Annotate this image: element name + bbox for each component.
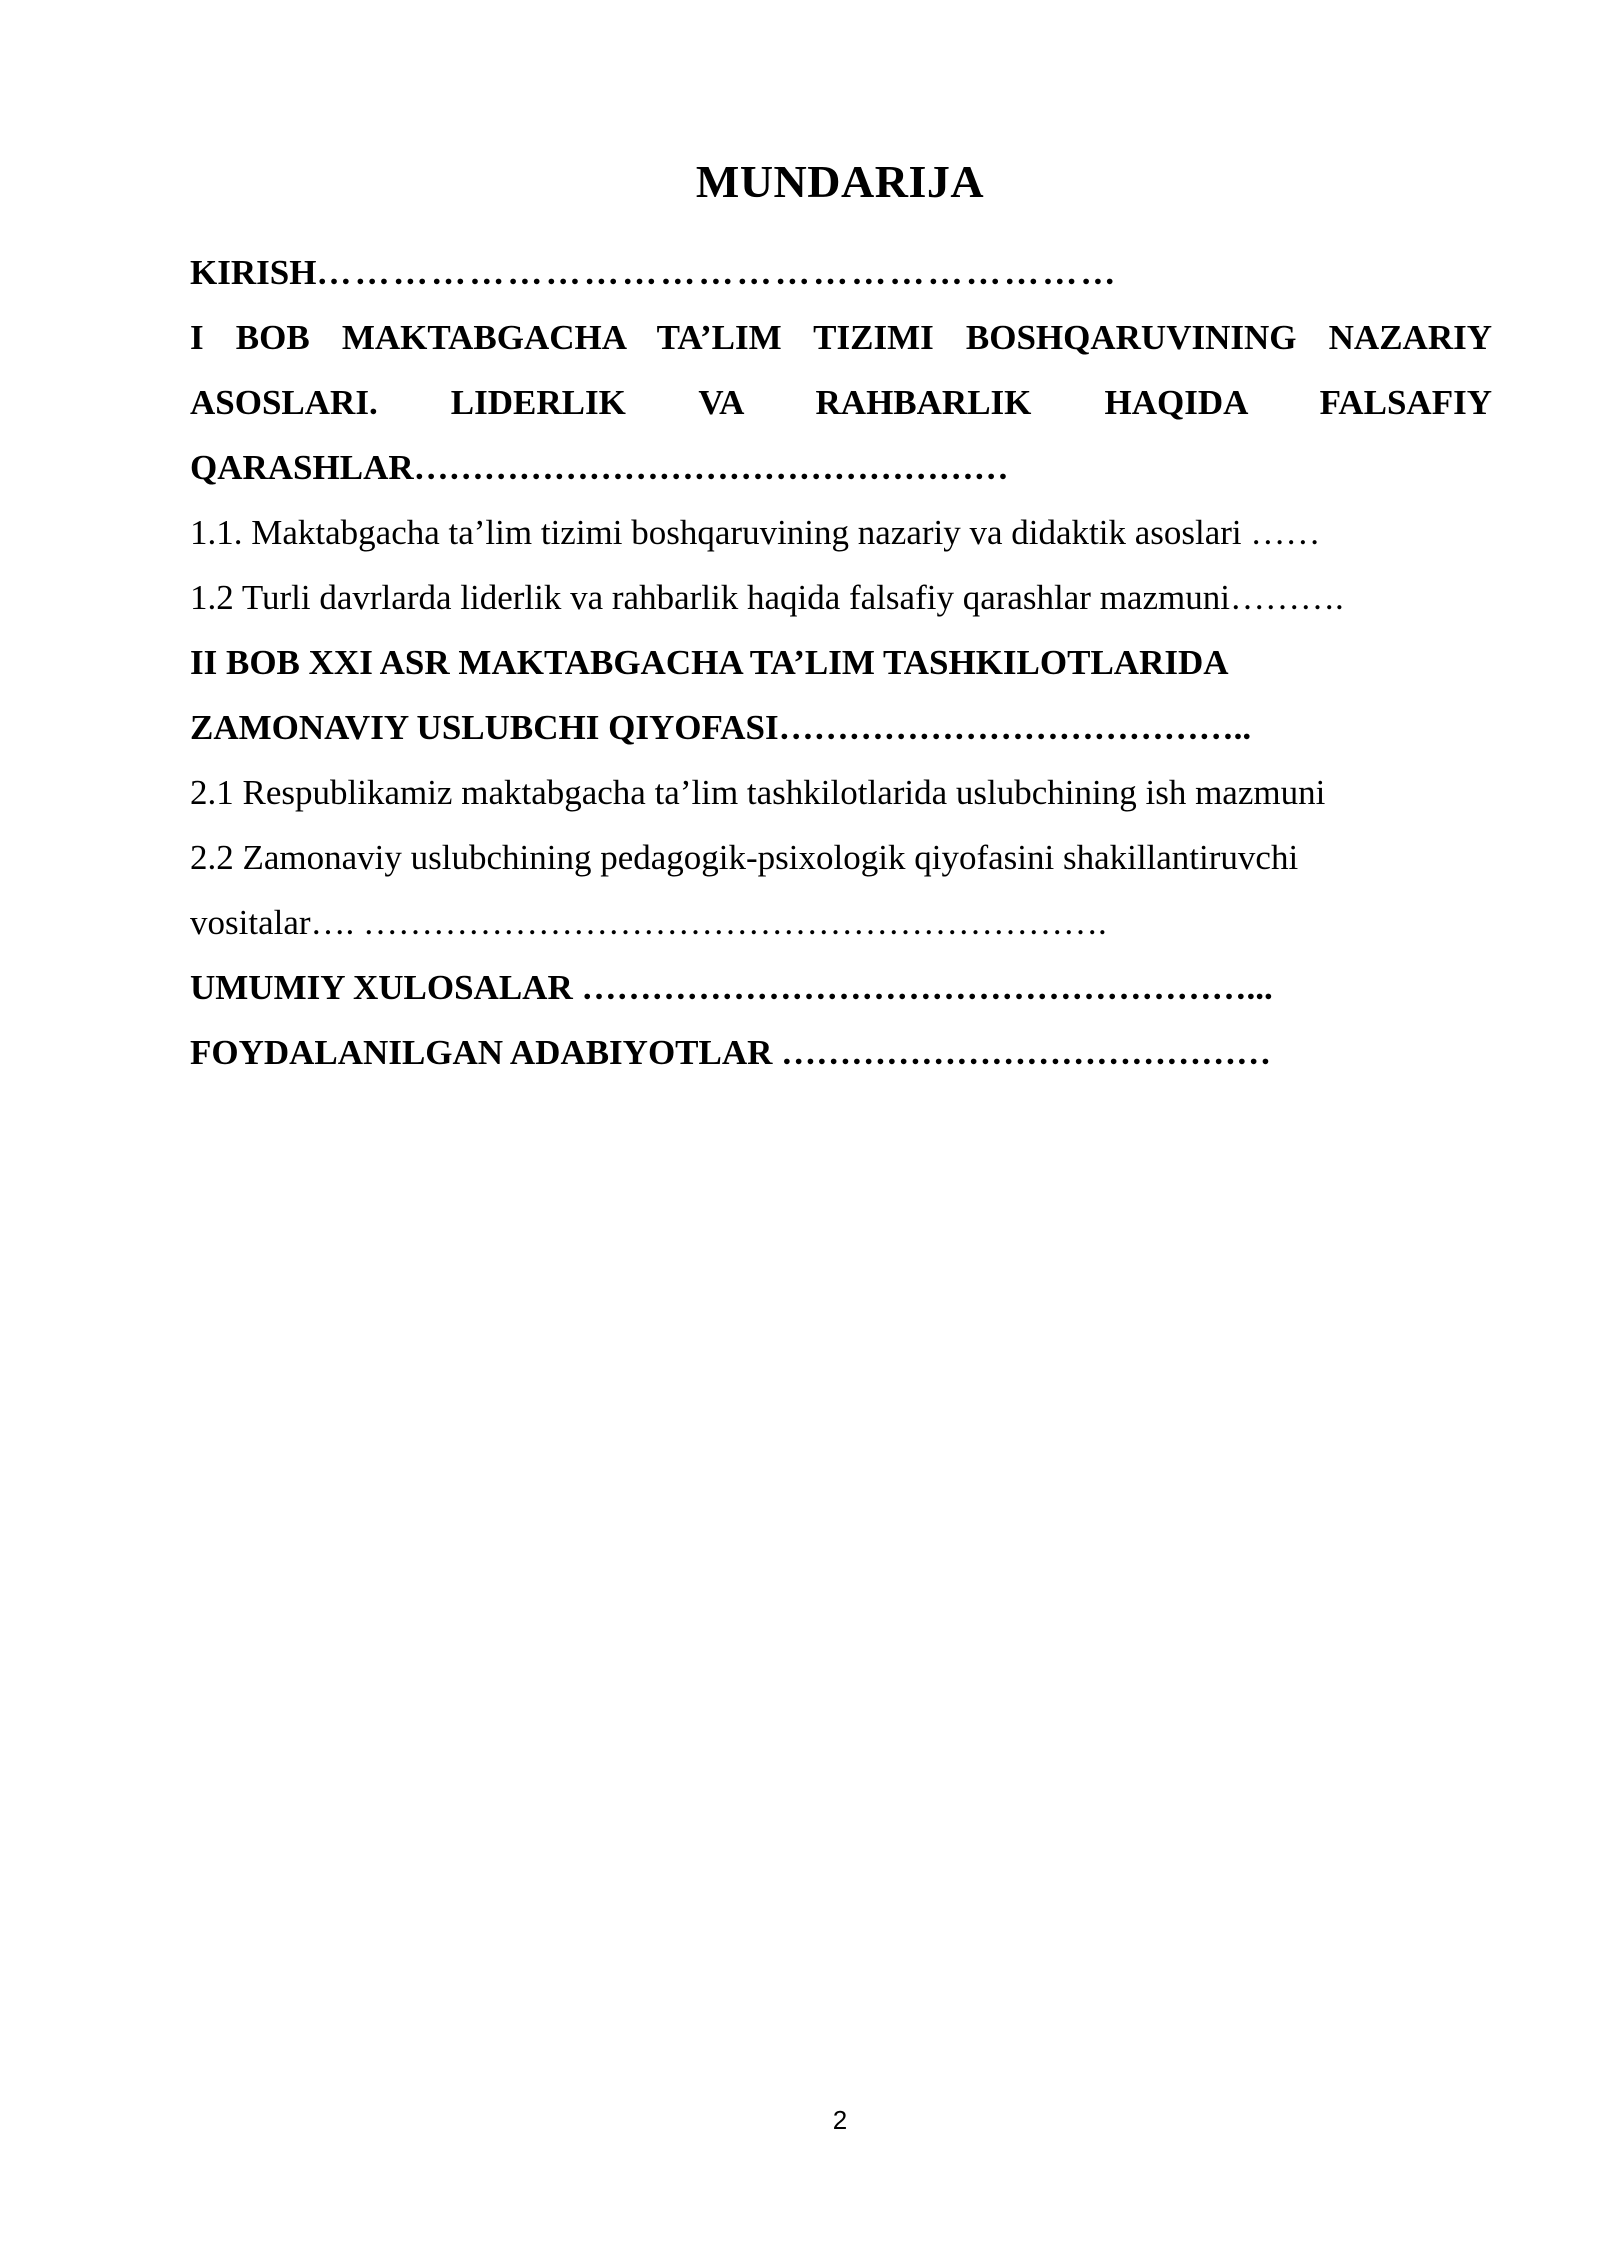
toc-chapter-2-line-1: II BOB XXI ASR MAKTABGACHA TA’LIM TASHKILOTLARIDA [190, 643, 1229, 682]
toc-section-2-2-line-1: 2.2 Zamonaviy uslubchining pedagogik-psixologik qiyofasini shakillantiruvchi [190, 838, 1299, 877]
toc-chapter-1-line-3: QARASHLAR…………………………………………… [190, 448, 1009, 487]
toc-entry-references: FOYDALANILGAN ADABIYOTLAR …………………………………… [190, 1033, 1272, 1072]
toc-section-2-2-line-2: vositalar…. ………………………………………………………. [190, 903, 1107, 942]
toc-chapter-1-line-2: ASOSLARI. LIDERLIK VA RAHBARLIK HAQIDA FALSAFIY [190, 383, 1492, 422]
page-number: 2 [832, 2105, 848, 2135]
page-title: MUNDARIJA [695, 156, 985, 207]
toc-chapter-1-line-1: I BOB MAKTABGACHA TA’LIM TIZIMI BOSHQARUVINING NAZARIY [190, 318, 1492, 357]
toc-section-1-1: 1.1. Maktabgacha ta’lim tizimi boshqaruvining nazariy va didaktik asoslari …… [190, 513, 1321, 552]
toc-leader-dots: ……………………………………………………… [316, 253, 1119, 292]
toc-section-2-1: 2.1 Respublikamiz maktabgacha ta’lim tashkilotlarida uslubchining ish mazmuni [190, 773, 1326, 812]
table-of-contents [190, 240, 1492, 1085]
toc-entry-kirish-label: KIRISH [190, 253, 317, 292]
toc-chapter-2-line-2: ZAMONAVIY USLUBCHI QIYOFASI………………………………….. [190, 708, 1252, 747]
toc-section-1-2: 1.2 Turli davrlarda liderlik va rahbarlik haqida falsafiy qarashlar mazmuni………. [190, 578, 1344, 617]
toc-entry-conclusions: UMUMIY XULOSALAR …………………………………………………... [190, 968, 1273, 1007]
toc-entry-kirish [190, 240, 1492, 305]
